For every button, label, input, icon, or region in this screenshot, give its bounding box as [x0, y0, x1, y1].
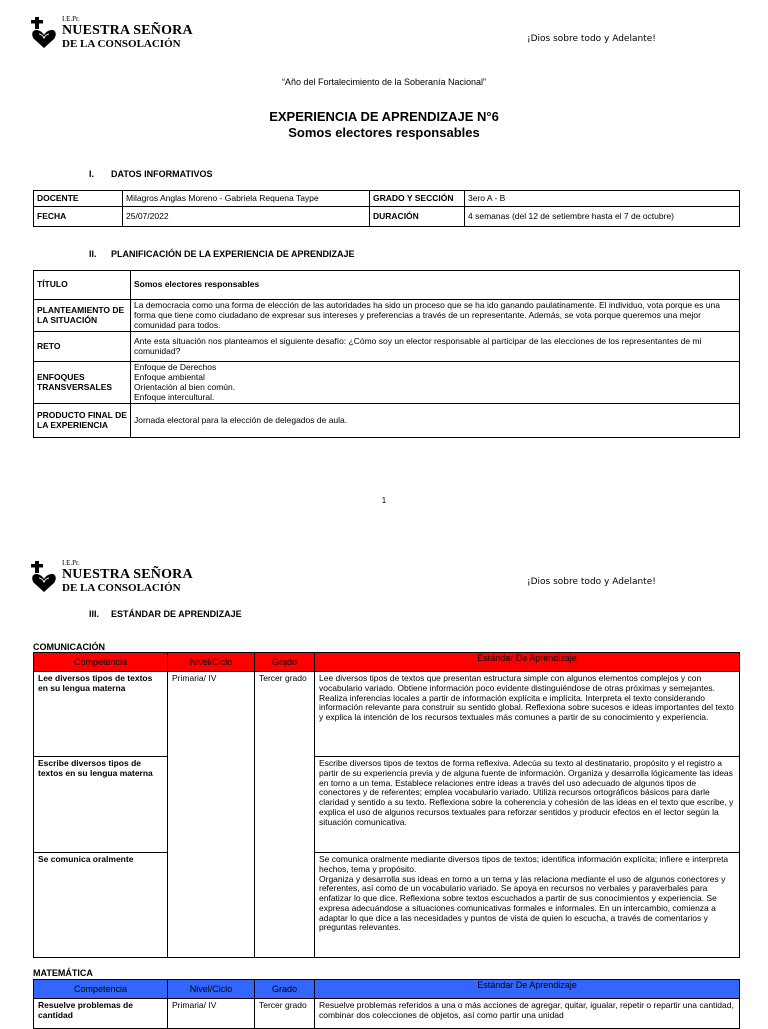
- year-title: “Año del Fortalecimiento de la Soberanía Nacional”: [281, 77, 487, 87]
- cross-heart-logo-icon: [31, 16, 57, 50]
- col-nivel: Nivel/Ciclo: [168, 980, 255, 999]
- logo-school-name: NUESTRA SEÑORA: [62, 23, 193, 38]
- fecha-label: FECHA: [34, 207, 123, 227]
- grado-cell: Tercer grado: [255, 672, 315, 958]
- competencia-cell: Resuelve problemas de cantidad: [34, 999, 168, 1029]
- grado-cell: Tercer grado: [255, 999, 315, 1029]
- logo-iep-text: I.E.Pr.: [62, 559, 80, 567]
- duracion-label: DURACIÓN: [370, 207, 465, 227]
- matematica-table: [33, 979, 740, 1029]
- plan-label: PLANTEAMIENTO DE LA SITUACIÓN: [34, 300, 131, 332]
- col-grado: Grado: [255, 980, 315, 999]
- logo-school-name: NUESTRA SEÑORA: [62, 567, 193, 582]
- cross-heart-logo-icon: [31, 560, 57, 594]
- plan-value: Somos electores responsables: [131, 271, 740, 300]
- estandar-cell: Lee diversos tipos de textos que presentan estructura simple con algunos elementos complejos y con vocabulario variado. Obtiene información poco evidente distinguiéndose de otras próximas y semejantes. Realiza inferencias locales a partir de información explícita e implícita. Interpreta el texto considerando información relevante para construir su sentido global. Reflexiona sobre sucesos e ideas importantes del texto y explica la intención de los recursos textuales más comunes a partir de su conocimiento y experiencia.: [315, 672, 740, 757]
- datos-table: [33, 190, 740, 227]
- area-comunicacion: COMUNICACIÓN: [33, 642, 105, 652]
- col-estandar: Estándar De Aprendizaje: [315, 980, 740, 999]
- col-competencia: Competencia: [34, 980, 168, 999]
- grado-value: 3ero A - B: [465, 191, 740, 207]
- document-subtitle: Somos electores responsables: [288, 125, 480, 140]
- plan-label: ENFOQUES TRANSVERSALES: [34, 362, 131, 404]
- area-matematica: MATEMÁTICA: [33, 968, 93, 978]
- section-planificacion: II. PLANIFICACIÓN DE LA EXPERIENCIA DE APRENDIZAJE: [89, 249, 355, 259]
- section-datos-informativos: I. DATOS INFORMATIVOS: [89, 169, 213, 179]
- estandar-cell: Escribe diversos tipos de textos de forma reflexiva. Adecúa su texto al destinatario, propósito y el registro a partir de su experiencia previa y de alguna fuente de información. Organiza y desarrolla lógicamente las ideas en torno a un tema. Establece relaciones entre ideas a través del uso adecuado de algunos tipos de conectores y de referentes; emplea vocabulario variado. Utiliza recursos ortográficos básicos para darle claridad y sentido a su texto. Reflexiona sobre la coherencia y cohesión de las ideas en el texto que escribe, y explica el uso de algunos recursos textuales para reforzar sentidos y producir efectos en el lector según la situación comunicativa.: [315, 757, 740, 853]
- school-logo: [31, 16, 193, 50]
- duracion-value: 4 semanas (del 12 de setiembre hasta el 7 de octubre): [465, 207, 740, 227]
- docente-label: DOCENTE: [34, 191, 123, 207]
- planificacion-table: [33, 270, 740, 438]
- plan-value: Ante esta situación nos planteamos el siguiente desafío: ¿Cómo soy un elector responsable al participar de las elecciones de los representantes de mi comunidad?: [131, 332, 740, 362]
- plan-value: Jornada electoral para la elección de delegados de aula.: [131, 404, 740, 438]
- plan-label: TÍTULO: [34, 271, 131, 300]
- col-competencia: Competencia: [34, 653, 168, 672]
- plan-label: PRODUCTO FINAL DE LA EXPERIENCIA: [34, 404, 131, 438]
- plan-value: Enfoque de Derechos Enfoque ambiental Orientación al bien común. Enfoque intercultural.: [131, 362, 740, 404]
- estandar-cell: Se comunica oralmente mediante diversos tipos de textos; identifica información explícita; infiere e interpreta hechos, tema y propósito. Organiza y desarrolla sus ideas en torno a un tema y las relaciona mediante el uso de algunos conectores y referentes, así como de un vocabulario variado. Se apoya en recursos no verbales y paraverbales para enfatizar lo que dice. Reflexiona sobre textos escuchados a partir de sus conocimientos y experiencia. Se expresa adecuándose a situaciones comunicativas formales e informales. En un intercambio, comienza a adaptar lo que dice a las necesidades y puntos de vista de quien lo escucha, a través de comentarios y preguntas relevantes.: [315, 853, 740, 958]
- logo-school-name-2: DE LA CONSOLACIÓN: [62, 582, 181, 594]
- competencia-cell: Escribe diversos tipos de textos en su lengua materna: [34, 757, 168, 853]
- plan-value: La democracia como una forma de elección de las autoridades ha sido un proceso que se ha ido ganando paulatinamente. El individuo, vota porque es una forma que tiene como ciudadano de expresar sus intereses y preferencias a través de un representante. Además, se vota porque queremos una mejor comunidad para todos.: [131, 300, 740, 332]
- col-estandar: Estándar De Aprendizaje: [315, 653, 740, 672]
- col-grado: Grado: [255, 653, 315, 672]
- competencia-cell: Se comunica oralmente: [34, 853, 168, 958]
- document-title: EXPERIENCIA DE APRENDIZAJE N°6: [269, 109, 499, 124]
- nivel-cell: Primaria/ IV: [168, 999, 255, 1029]
- logo-school-name-2: DE LA CONSOLACIÓN: [62, 38, 181, 50]
- school-motto: ¡Dios sobre todo y Adelante!: [527, 577, 656, 587]
- logo-iep-text: I.E.Pr.: [62, 15, 80, 23]
- grado-label: GRADO Y SECCIÓN: [370, 191, 465, 207]
- page-number: 1: [381, 496, 387, 505]
- comunicacion-table: [33, 652, 740, 958]
- competencia-cell: Lee diversos tipos de textos en su lengua materna: [34, 672, 168, 757]
- nivel-cell: Primaria/ IV: [168, 672, 255, 958]
- school-motto: ¡Dios sobre todo y Adelante!: [527, 34, 656, 44]
- col-nivel: Nivel/Ciclo: [168, 653, 255, 672]
- docente-value: Milagros Anglas Moreno - Gabriela Requena Taype: [123, 191, 370, 207]
- section-estandar: III. ESTÁNDAR DE APRENDIZAJE: [89, 609, 242, 619]
- plan-label: RETO: [34, 332, 131, 362]
- estandar-cell: Resuelve problemas referidos a una o más acciones de agregar, quitar, igualar, repetir o repartir una cantidad, combinar dos colecciones de objetos, así como partir una unidad: [315, 999, 740, 1029]
- school-logo: [31, 560, 193, 594]
- fecha-value: 25/07/2022: [123, 207, 370, 227]
